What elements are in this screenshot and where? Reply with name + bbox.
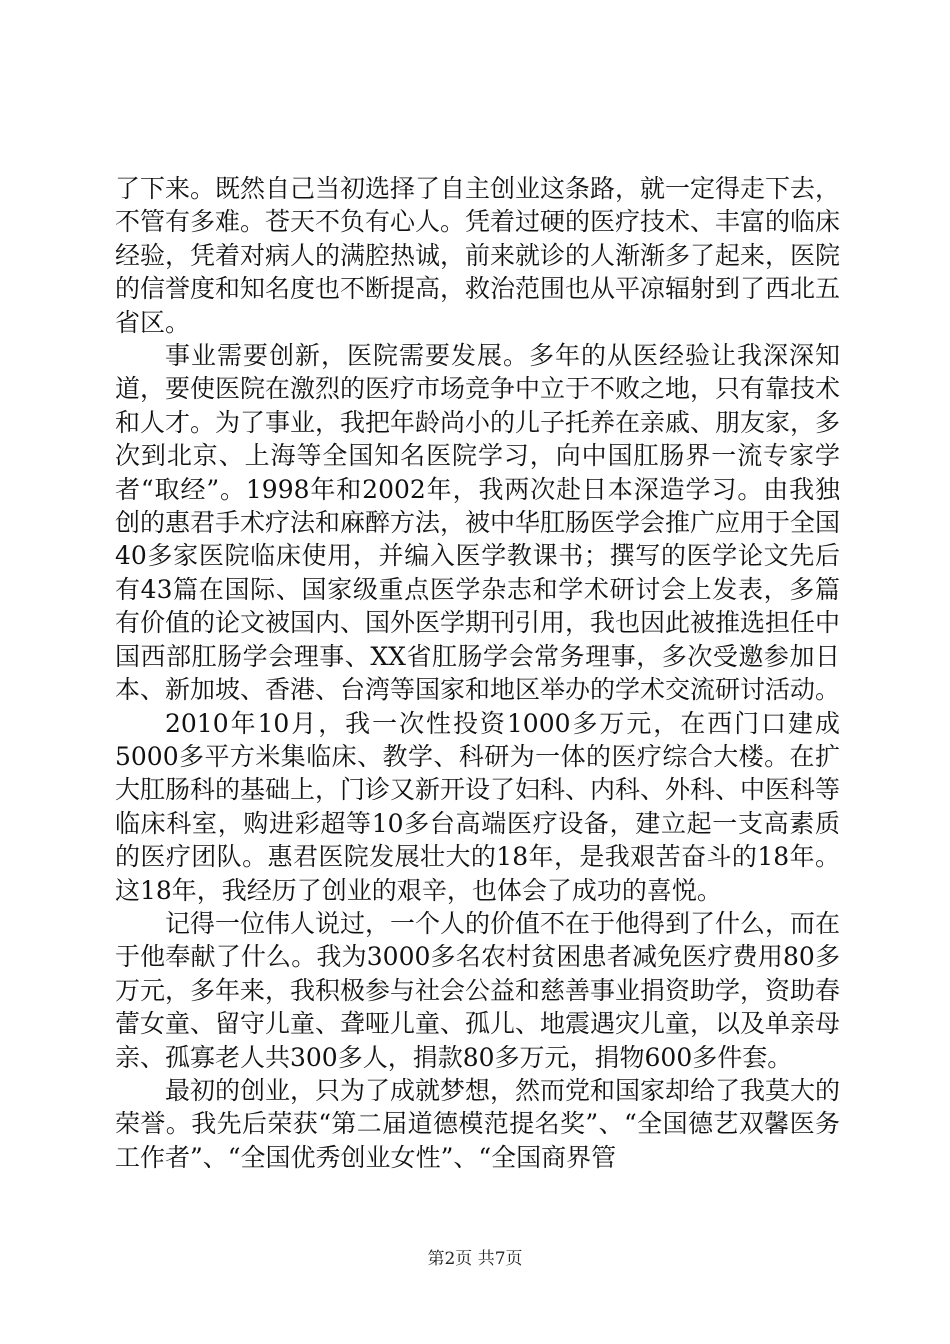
paragraph-continuation: 了下来。既然自己当初选择了自主创业这条路，就一定得走下去，不管有多难。苍天不负有心人。凭着过硬的医疗技术、丰富的临床经验，凭着对病人的满腔热诚，前来就诊的人渐渐多了起来，医院的信誉度和知名度也不断提高，救治范围也从平凉辐射到了西北五省区。 [115,174,841,337]
page-number-footer: 第2页 共7页 [427,1249,523,1269]
document-body [115,172,840,1174]
paragraph-honors: 最初的创业，只为了成就梦想，然而党和国家却给了我莫大的荣誉。我先后荣获“第二届道德模范提名奖”、“全国德艺双馨医务工作者”、“全国优秀创业女性”、“全国商界管 [115,1075,841,1172]
paragraph-charity: 记得一位伟人说过，一个人的价值不在于他得到了什么，而在于他奉献了什么。我为3000多名农村贫困患者减免医疗费用80多万元，多年来，我积极参与社会公益和慈善事业捐资助学，资助春蕾女童、留守儿童、聋哑儿童、孤儿、地震遇灾儿童，以及单亲母亲、孤寡老人共300多人，捐款80多万元，捐物600多件套。 [115,908,841,1072]
paragraph-investment: 2010年10月，我一次性投资1000多万元，在西门口建成5000多平方米集临床、教学、科研为一体的医疗综合大楼。在扩大肛肠科的基础上，门诊又新开设了妇科、内科、外科、中医科等临床科室，购进彩超等10多台高端医疗设备，建立起一支高素质的医疗团队。惠君医院发展壮大的18年，是我艰苦奋斗的18年。这18年，我经历了创业的艰辛，也体会了成功的喜悦。 [115,708,841,905]
paragraph-innovation: 事业需要创新，医院需要发展。多年的从医经验让我深深知道，要使医院在激烈的医疗市场竞争中立于不败之地，只有靠技术和人才。为了事业，我把年龄尚小的儿子托养在亲戚、朋友家，多次到北京、上海等全国知名医院学习，向中国肛肠界一流专家学者“取经”。1998年和2002年，我两次赴日本深造学习。由我独创的惠君手术疗法和麻醉方法，被中华肛肠医学会推广应用于全国40多家医院临床使用，并编入医学教课书；撰写的医学论文先后有43篇在国际、国家级重点医学杂志和学术研讨会上发表，多篇有价值的论文被国内、国外医学期刊引用，我也因此被推选担任中国西部肛肠学会理事、XX省肛肠学会常务理事，多次受邀参加日本、新加坡、香港、台湾等国家和地区举办的学术交流研讨活动。 [115,341,841,705]
